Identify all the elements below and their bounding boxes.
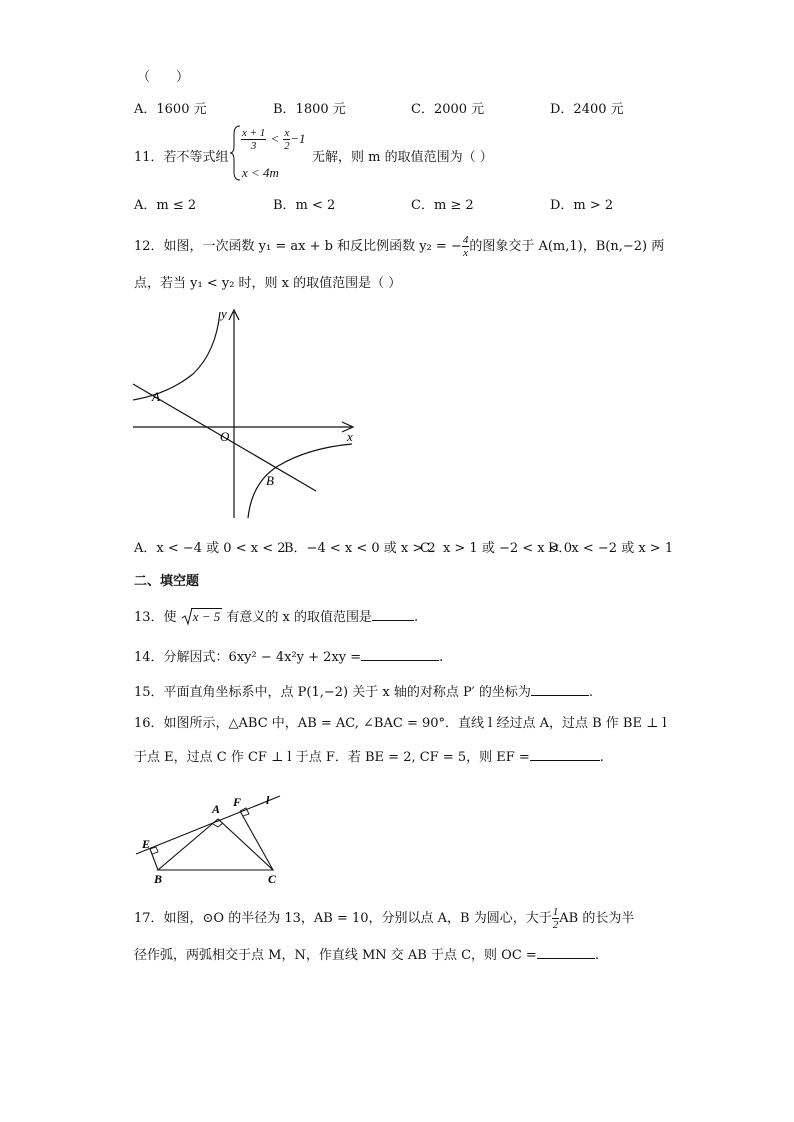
q11-system-brace	[228, 124, 242, 182]
q11-fraction-right: $\frac{x}{2}$	[284, 127, 290, 152]
q11-minus-one: −1	[290, 131, 306, 146]
q16-answer-blank[interactable]	[530, 760, 600, 761]
q15-answer-blank[interactable]	[531, 695, 589, 696]
q11-option-a: A．m ≤ 2	[134, 198, 197, 213]
q12-option-a: A．x < −4 或 0 < x < 2	[134, 541, 286, 556]
q11-prefix: 11．若不等式组	[134, 150, 229, 165]
section-heading-fill-in: 二、填空题	[134, 574, 200, 589]
segment-cf	[240, 811, 273, 870]
q12-option-b: B．−4 < x < 0 或 x > 2	[284, 541, 436, 556]
q12-line-1: 12．如图，一次函数 y₁ = ax + b 和反比例函数 y₂ = − $\frac{4}{x}$ 的图象交于 A(m,1)，B(n,−2) 两	[134, 234, 665, 259]
q13-line: 13．使 x − 5 有意义的 x 的取值范围是 .	[134, 609, 419, 625]
q11-less-than: <	[270, 131, 280, 146]
label-l: l	[266, 793, 270, 807]
label-f: F	[233, 795, 242, 809]
label-a: A	[212, 802, 221, 816]
q14-line: 14．分解因式：6xy² − 4x²y + 2xy = .	[134, 650, 444, 665]
q17-answer-blank[interactable]	[537, 958, 595, 959]
q11-option-d: D．m > 2	[550, 198, 614, 213]
q16-line-1: 16．如图所示，△ABC 中，AB = AC, ∠BAC = 90°．直线 l 经过点 A，过点 B 作 BE ⊥ l	[134, 716, 667, 731]
label-b: B	[154, 872, 163, 886]
label-y: y	[221, 306, 227, 321]
q17-line-2: 径作弧，两弧相交于点 M，N，作直线 MN 交 AB 于点 C，则 OC = .	[134, 948, 599, 963]
label-a: A	[152, 389, 160, 404]
q10-option-a: A．1600 元	[134, 102, 207, 117]
q12-line-2: 点，若当 y₁ < y₂ 时，则 x 的取值范围是（ ）	[134, 276, 402, 291]
q12-option-c: C．x > 1 或 −2 < x < 0	[420, 541, 573, 556]
q16-triangle-figure	[130, 786, 290, 886]
q12-fraction: $\frac{4}{x}$	[462, 234, 469, 259]
q11-inequality-2: x < 4m	[242, 165, 279, 180]
label-e: E	[142, 837, 151, 851]
q15-line: 15．平面直角坐标系中，点 P(1,−2) 关于 x 轴的对称点 P′ 的坐标为 .	[134, 685, 593, 700]
hyperbola-left-branch	[133, 312, 220, 400]
q11-suffix: 无解，则 m 的取值范围为（ ）	[312, 150, 493, 165]
q17-line-1: 17．如图，⊙O 的半径为 13，AB = 10，分别以点 A，B 为圆心，大于 $\frac{1}{2}$ AB 的长为半	[134, 906, 635, 931]
right-angle-a	[213, 823, 223, 827]
label-b: B	[266, 473, 274, 488]
label-x: x	[347, 429, 353, 444]
q10-option-b: B．1800 元	[273, 102, 346, 117]
q16-line-2: 于点 E，过点 C 作 CF ⊥ l 于点 F．若 BE = 2, CF = 5，则 EF = .	[134, 750, 604, 765]
label-origin: O	[220, 429, 230, 444]
q14-answer-blank[interactable]	[361, 660, 439, 661]
q12-option-d: D．x < −2 或 x > 1	[548, 541, 674, 556]
sqrt-icon	[181, 607, 193, 627]
q11-fraction-left: $\frac{x + 1}{3}$	[242, 127, 266, 152]
q13-answer-blank[interactable]	[372, 620, 414, 621]
q12-function-graph	[128, 304, 363, 524]
q10-option-c: C．2000 元	[411, 102, 485, 117]
line-l	[136, 796, 280, 854]
q11-inequality-1	[241, 127, 306, 152]
q17-fraction: $\frac{1}{2}$	[552, 906, 559, 931]
sqrt-expression: x − 5	[181, 609, 223, 625]
q11-option-b: B．m < 2	[273, 198, 336, 213]
q10-option-d: D．2400 元	[550, 102, 624, 117]
q10-answer-bracket: （ ）	[137, 70, 190, 85]
triangle-abc	[158, 819, 273, 870]
label-c: C	[268, 872, 277, 886]
q11-option-c: C．m ≥ 2	[411, 198, 474, 213]
